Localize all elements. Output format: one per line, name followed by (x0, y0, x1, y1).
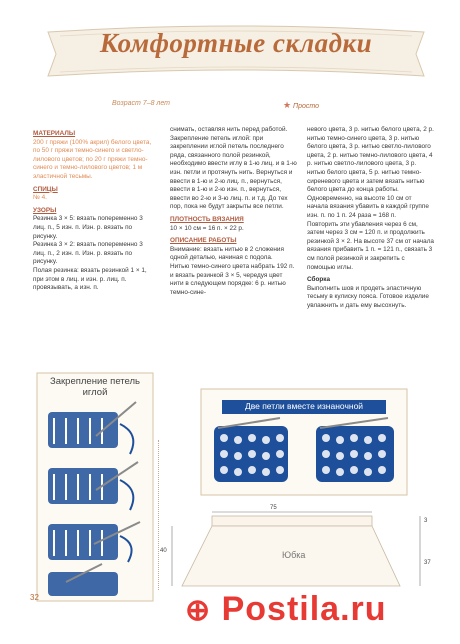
figure-1-title: Закрепление петель иглой (49, 376, 140, 398)
work-text-1: Внимание: вязать нитью в 2 сложения одной деталью, начиная с подола. (170, 245, 284, 262)
figure-needle-closing (36, 372, 154, 602)
column-2 (170, 126, 297, 297)
density-text: 10 × 10 см = 16 п. × 22 р. (170, 224, 244, 232)
column-divider (158, 440, 159, 590)
assembly-text: Выполнить шов и продеть эластичную тесьму в кулиску пояса. Готовое изделие увлажнить и дать ему высохнуть. (307, 284, 429, 309)
patterns-heading: УЗОРЫ (33, 206, 57, 214)
col2-text-2: Закрепление петель иглой: при закреплении иглой петель последнего ряда, связанного полой резинкой, необходимо ввести иглу в 1-ю лиц. и в 1-ю изн. петли и протянуть нить. Вернуться и ввести в 1-ю и 2-ю лиц. п., вернуться, ввести в 1-ю и 2-ю изн. п., вернуться, ввести во 2-ю и 3-ю лиц. п. и т.д. До тех пор, пока не будут закрыты все петли. (170, 134, 297, 211)
dim-width: 75 (270, 505, 277, 511)
difficulty-text: Просто (293, 103, 320, 110)
column-1 (33, 126, 153, 293)
difficulty-label (283, 100, 319, 111)
skirt-label: Юбка (282, 550, 306, 560)
dim-top: 3 (424, 518, 428, 524)
column-3 (307, 126, 434, 310)
watermark-text (185, 590, 387, 629)
materials-text: 200 г пряжи (100% акрил) белого цвета, по 50 г пряжи темно-синего и светло-лилового цветов; по 20 г пряжи темно-синего и темно-лилового цветов; 1 м эластичной тесьмы. (33, 138, 152, 180)
star-icon: ★ (283, 100, 292, 110)
materials-heading: МАТЕРИАЛЫ (33, 130, 76, 137)
col3-text-1: невого цвета, 3 р. нитью белого цвета, 2 р. нитью темно-синего цвета, 3 р. нитью белого цвета, 3 р. нитью светло-лилового цвета, 2 р. нитью темно-лилового цвета, 4 р. нитью светло-лилового цвета, 3 р. нитью белого цвета, 5 р. нитью темно-сиреневого цвета и затем вязать нитью белого цвета до конца работы. Одновременно, на высоте 10 см от начала вязания убавить в каждой группе изн. п. по 1 п. 24 раза = 168 п. (307, 126, 434, 219)
age-label: Возраст 7–8 лет (112, 100, 171, 107)
pattern-hollow-rib: Полая резинка: вязать резинкой 1 × 1, при этом в лиц. и изн. р. лиц. п. провязывать, а изн. п. (33, 266, 147, 292)
page-number: 32 (30, 593, 39, 602)
assembly-heading: Сборка (307, 276, 331, 284)
pin-icon: ⊕ (185, 594, 212, 627)
skirt-schematic (160, 506, 440, 590)
dim-side: 37 (424, 560, 431, 566)
dim-height: 40 (160, 548, 167, 554)
pattern-rib-3x5: Резинка 3 × 5: вязать попеременно 3 лиц. п., 5 изн. п. Изн. р. вязать по рисунку. (33, 215, 143, 240)
col2-text-1: снимать, оставляя нить перед работой. (170, 126, 288, 133)
work-heading: ОПИСАНИЕ РАБОТЫ (170, 237, 237, 245)
needles-heading: СПИЦЫ (33, 185, 58, 193)
work-text-2: Нитью темно-синего цвета набрать 192 п. и вязать резинкой 3 × 5, чередуя цвет нити в следующем порядке: 6 р. нитью темно-сине- (170, 262, 295, 296)
page-title: Комфортные складки (99, 28, 373, 58)
col3-text-2: Повторить эти убавления через 6 см, затем через 3 см = 120 п. и продолжить резинкой 3 × 2. На высоте 37 см от начала вязания прибавить 1 п. = 121 п., связать 3 см полой резинкой и закрепить с помощью иглы. (307, 220, 434, 271)
figure-2-title: Две петли вместе изнаночной (244, 401, 364, 411)
watermark-label: Postila.ru (221, 590, 387, 628)
needles-text: № 4. (33, 194, 47, 202)
density-heading: ПЛОТНОСТЬ ВЯЗАНИЯ (170, 215, 244, 223)
pattern-rib-3x2: Резинка 3 × 2: вязать попеременно 3 лиц. п., 2 изн. п. Изн. р. вязать по рисунку. (33, 241, 143, 266)
